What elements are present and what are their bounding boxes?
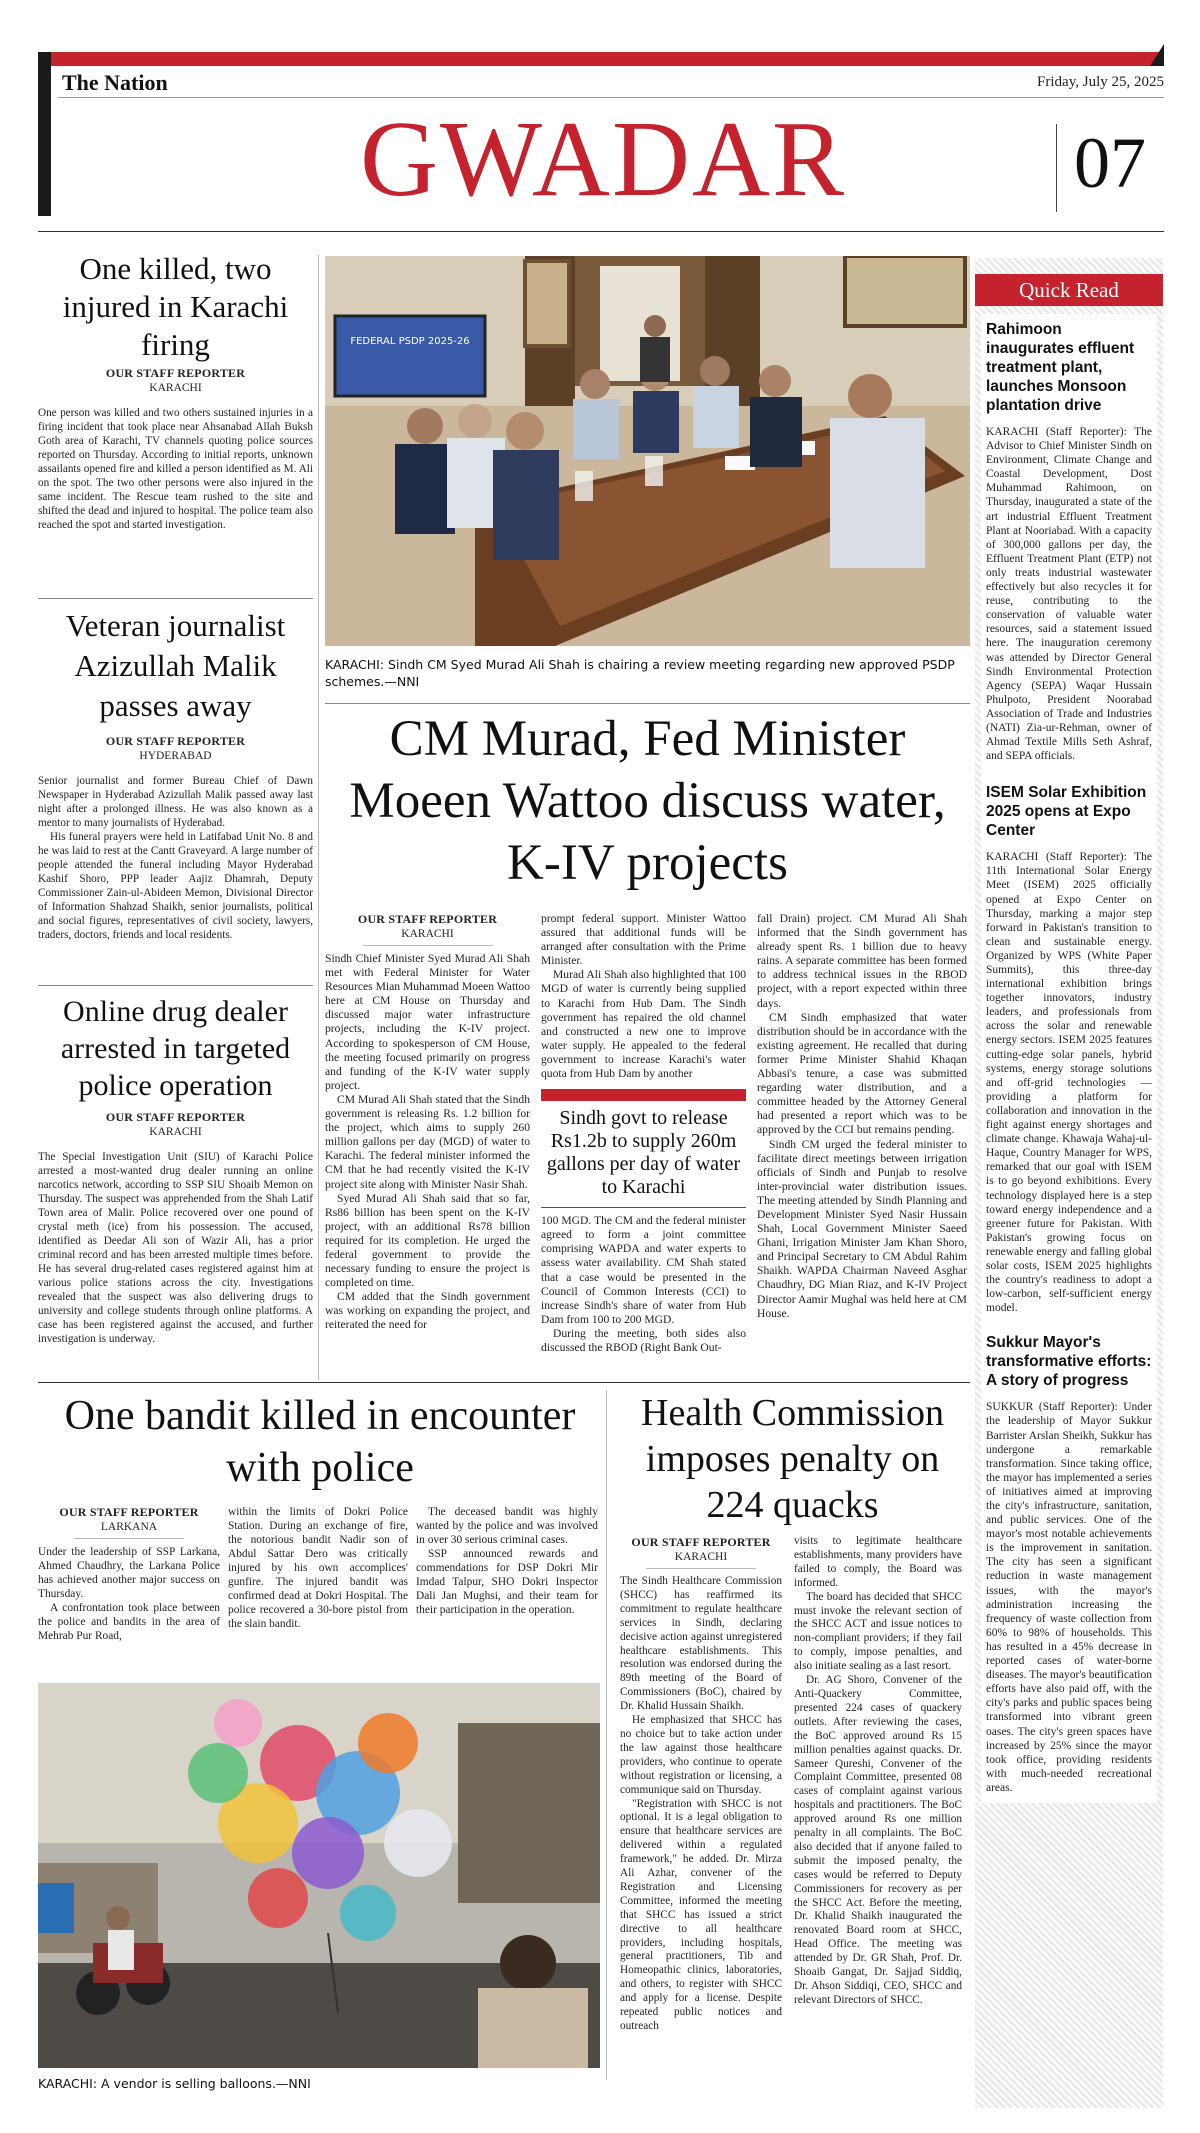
byline-reporter: OUR STAFF REPORTER <box>105 1110 246 1124</box>
masthead-corner <box>1150 44 1164 66</box>
byline-reporter: OUR STAFF REPORTER <box>105 366 246 380</box>
story-paragraph: The Special Investigation Unit (SIU) of Karachi Police arrested a most-wanted drug dealer running an online narcotics network, according to SSP SIU Shoaib Memon on Thursday. The suspect was apprehended from the Shah Latif Town area of Malir. Police recovered over one pound of crystal meth (ice) from his possession. The accused, identified as Deedar Ali son of Wazir Ali, has a prior criminal record and has been arrested multiple times before. He has several drug-related cases registered against him at various police stations across the city. Investigations revealed that the suspect was also delivering drugs to university and college students through online platforms. A case has been registered against the accused, and further investigation is underway. <box>38 1151 313 1345</box>
story-paragraph: A confrontation took place between the police and bandits in the area of Mehrab Pur Road, <box>38 1602 220 1642</box>
story-headline: Veteran journalist Azizullah Malik passes away <box>65 608 286 723</box>
story-body <box>325 952 530 1333</box>
page-number-divider <box>1056 124 1057 212</box>
byline-dateline: HYDERABAD <box>139 750 212 762</box>
story-paragraph: His funeral prayers were held in Latifabad Unit No. 8 and he was laid to rest at the Cantt Graveyard. A large number of people attended the funeral including Mayor Hyderabad Kashif Shoro, PPP leader Aajiz Dhamrah, Deputy Commissioner Zain-ul-Abideen Memon, Divisional Director of Information Shahzad Shaikh, senior journalists, political and social figures, representatives of civil society, lawyers, traders, doctors, friends and local residents. <box>38 831 313 941</box>
bandit-col1 <box>38 1505 220 1643</box>
story-body <box>228 1505 408 1631</box>
story-paragraph: Murad Ali Shah also highlighted that 100 MGD of water is currently being supplied to Karachi from Hub Dam. The Sindh government has repaired the old channel and constructed a new one to improve water supply. He appealed to the federal government to increase Karachi's water quota from Hub Dam by another <box>541 968 746 1081</box>
byline-dateline: KARACHI <box>149 382 202 394</box>
bandit-col3 <box>416 1505 598 1617</box>
header-bottom-rule <box>38 231 1164 232</box>
issue-date: Friday, July 25, 2025 <box>1037 74 1164 90</box>
main-headline: CM Murad, Fed Minister Moeen Wattoo discuss water, K-IV projects <box>349 711 946 891</box>
section-divider <box>38 1382 970 1383</box>
story-paragraph: CM added that the Sindh government was working on expanding the project, and reiterated the need for <box>325 1290 530 1332</box>
story-journalist-passes <box>38 606 313 942</box>
main-story-col1 <box>325 912 530 1333</box>
quick-read-label: Quick Read <box>1019 278 1119 302</box>
byline-rule <box>74 1538 184 1539</box>
story-paragraph: The Sindh Healthcare Commission (SHCC) has reaffirmed its commitment to regulate healthcare services in Sindh, declaring decisive action against unregistered healthcare establishments. This resolution was endorsed during the 89th meeting of the Board of Commissioners (BoC), chaired by Dr. Khalid Hussain Shaikh. <box>620 1575 782 1713</box>
story-body <box>38 1150 313 1346</box>
byline-rule <box>363 945 493 946</box>
pullquote-text: Sindh govt to release Rs1.2b to supply 260m gallons per day of water to Karachi <box>546 1107 741 1199</box>
byline-rule <box>646 1568 756 1569</box>
meeting-photo-screen-title: FEDERAL PSDP 2025-26 <box>350 336 470 347</box>
story-paragraph: within the limits of Dokri Police Station. During an exchange of fire, the notorious bandit Nadir son of Abdul Sattar Dero was critically injured by his own accomplices' gunfire. The injured bandit was confirmed dead at Dokri Hospital. The police recovered a 30-bore pistol from the slain bandit. <box>228 1506 408 1630</box>
masthead-left-bar <box>38 52 51 216</box>
left-column-rule <box>318 255 319 1380</box>
masthead-top-bar <box>38 52 1160 66</box>
byline-reporter: OUR STAFF REPORTER <box>357 912 498 926</box>
story-body <box>620 1575 782 2034</box>
bandit-byline <box>38 1505 220 1539</box>
story-headline: Online drug dealer arrested in targeted police operation <box>60 995 291 1102</box>
story-divider <box>38 985 313 986</box>
story-paragraph: The deceased bandit was highly wanted by the police and was involved in over 30 serious criminal cases. <box>416 1506 598 1546</box>
story-paragraph: "Registration with SHCC is not optional. It is a legal obligation to ensure that healthcare services are delivered within a regulated framework," he added. Dr. Mirza Ali Azhar, convener of the Registration and Licensing Committee, informed the meeting that SHCC has issued a strict directive to all healthcare providers, including hospitals, general practitioners, Tib and Homeopathic clinics, laboratories, and others, to register with SHCC and apply for a license. Despite repeated public notices and outreach <box>620 1797 782 2032</box>
main-photo-rule <box>325 703 970 704</box>
story-divider <box>38 598 313 599</box>
story-paragraph: Under the leadership of SSP Larkana, Ahmed Chaudhry, the Larkana Police has achieved another major success on Thursday. <box>38 1546 220 1600</box>
story-byline <box>38 734 313 764</box>
story-paragraph: visits to legitimate healthcare establishments, many providers have failed to comply, the Board was informed. <box>794 1535 962 1589</box>
pullquote <box>541 1089 746 1208</box>
story-body <box>757 912 967 1321</box>
quick-read-sidebar <box>975 258 1163 2108</box>
story-paragraph: The board has decided that SHCC must invoke the relevant section of the SHCC ACT and issue notices to non-compliant providers; if they fail to comply, impose penalties, and also initiate sealing as a last resort. <box>794 1590 962 1673</box>
section-title: GWADAR <box>360 100 846 219</box>
story-body <box>416 1505 598 1617</box>
story-paragraph: One person was killed and two others sustained injuries in a firing incident that took place near Ahsanabad Allah Buksh Goth area of Karachi, TV channels quoting police sources reported on Thursday. According to initial reports, unknown assailants opened fire and killed a person identified as M. Ali on the spot. The two other persons were also injured in the same incident. The Rescue team rushed to the site and shifted the dead and injured to hospital. The police team also reached the spot and started investigation. <box>38 407 313 531</box>
story-paragraph: Syed Murad Ali Shah said that so far, Rs86 billion has been spent on the K-IV project, with an additional Rs78 billion required for its completion. He urged the federal government to provide the necessary funding to ensure the project is completed on time. <box>325 1191 530 1290</box>
quick-read-item <box>986 320 1152 763</box>
story-paragraph: fall Drain) project. CM Murad Ali Shah informed that the Sindh government has already spent Rs. 1 billion due to heavy rains. A separate committee has been formed to address technical issues in the RBOD project, with a report expected within three days. <box>757 912 967 1010</box>
byline-reporter: OUR STAFF REPORTER <box>105 734 246 748</box>
main-story-col2 <box>541 912 746 1355</box>
balloon-photo-illustration <box>38 1683 600 2068</box>
quick-read-text: KARACHI (Staff Reporter): The Advisor to Chief Minister Sindh on Environment, Climate Change and Coastal Development, Dost Muhammad Rahimoon, on Thursday, inaugurated a state of the art industrial Effluent Treatment Plant at Nooriabad. With a capacity of 300,000 gallons per day, the Effluent Treatment Plant (ETP) not only treats industrial wastewater effectively but also recycles it for reuse, contributing to the conservation of valuable water resources, said a statement issued here. The inauguration ceremony was attended by Director General Sindh Environmental Protection Agency (SEPA) Waqar Hussain Phulpoto, President Noorabad Association of Trade and Industries (NATI) Zia-ur-Rehman, owner of Ahmad Textile Mills Seth Ashraf, and SEPA officials. <box>986 426 1152 763</box>
byline-dateline: LARKANA <box>100 1521 158 1533</box>
byline-reporter: OUR STAFF REPORTER <box>59 1505 199 1519</box>
bandit-headline: One bandit killed in encounter with police <box>64 1393 576 1491</box>
story-body <box>38 774 313 942</box>
quick-read-headline: Rahimoon inaugurates effluent treatment plant, launches Monsoon plantation drive <box>986 321 1135 414</box>
bottom-column-rule <box>606 1390 607 2080</box>
quick-read-headline: ISEM Solar Exhibition 2025 opens at Expo Center <box>986 784 1147 840</box>
meeting-photo-illustration <box>325 256 970 646</box>
main-byline <box>325 912 530 946</box>
story-body <box>541 912 746 1081</box>
balloon-vendor-photo <box>38 1683 600 2068</box>
health-col1 <box>620 1535 782 2034</box>
story-karachi-firing <box>38 250 313 532</box>
story-body <box>38 406 313 532</box>
story-paragraph: prompt federal support. Minister Wattoo assured that additional funds will be arranged after consultation with the Prime Minister. <box>541 912 746 968</box>
byline-dateline: KARACHI <box>674 1551 728 1563</box>
quick-read-text: KARACHI (Staff Reporter): The 11th International Solar Energy Meet (ISEM) 2025 officially opened at Expo Center on Thursday, marking a major step forward in Pakistan's transition to clean and sustainable energy. Organized by WPS (White Paper Summits), this three-day international exhibition brings together innovators, industry leaders, and professionals from across the solar and renewable energy sectors. ISEM 2025 features cutting-edge solar panels, hybrid systems, energy storage solutions and off-grid technologies — providing a platform for collaboration and innovation in the fight against energy shortages and climate change. Khawaja Wahaj-ul-Haque, Country Manager for WPS, remarked that our goal with ISEM is to go beyond exhibitions. Every technology displayed here is a step toward energy independence and a greener future for Pakistan. With Pakistan's growing focus on renewable energy and falling global solar costs, ISEM 2025 highlights the country's readiness to adopt a low-carbon, self-sufficient energy model. <box>986 851 1152 1315</box>
story-paragraph: Sindh CM urged the federal minister to facilitate direct meetings between irrigation officials of Sindh and Punjab to resolve inter-provincial water distribution issues. The meeting attended by Sindh Planning and Development Minister Syed Nasir Hussain Shah, Local Government Minister Saeed Ghani, Irrigation Minister Jam Khan Shoro, and Principal Secretary to CM Abdul Rahim Shaikh. WAPDA Chairman Naveed Asghar Chaudhry, DG Mian Riaz, and K-IV Project Director Aamir Mughal was held here at CM House. <box>757 1137 967 1320</box>
health-byline <box>620 1535 782 1569</box>
meeting-photo-caption: KARACHI: Sindh CM Syed Murad Ali Shah is chairing a review meeting regarding new approved PSDP schemes.—NNI <box>325 657 955 689</box>
quick-read-label-box <box>975 274 1163 306</box>
balloon-photo-caption: KARACHI: A vendor is selling balloons.—NNI <box>38 2076 311 2091</box>
bandit-col2 <box>228 1505 408 1631</box>
story-headline: One killed, two injured in Karachi firing <box>62 251 289 362</box>
quick-read-headline: Sukkur Mayor's transformative efforts: A story of progress <box>986 1334 1152 1390</box>
story-paragraph: CM Sindh emphasized that water distribution should be in accordance with the existing agreement. He recalled that during former Prime Minister Shahid Khaqan Abbasi's tenure, a case was submitted regarding water distribution, and a committee headed by the Attorney General had presented a report which was to be approved by the CCI but remains pending. <box>757 1010 967 1137</box>
story-paragraph: SSP announced rewards and commendations for DSP Dokri Mir Imdad Talpur, SHO Dokri Inspector Dali Jan Mughsi, and their team for their participation in the operation. <box>416 1548 598 1616</box>
story-byline <box>38 1110 313 1140</box>
story-body <box>541 1214 746 1355</box>
story-paragraph: Senior journalist and former Bureau Chief of Dawn Newspaper in Hyderabad Azizullah Malik passed away last night after a prolonged illness. He was also known as a mentor to many journalists of Hyderabad. <box>38 775 313 829</box>
byline-dateline: KARACHI <box>401 928 454 940</box>
story-drug-dealer <box>38 993 313 1346</box>
quick-read-inner <box>981 314 1157 1803</box>
story-body <box>794 1535 962 2008</box>
health-headline: Health Commission imposes penalty on 224 quacks <box>641 1392 944 1526</box>
story-paragraph: Sindh Chief Minister Syed Murad Ali Shah met with Federal Minister for Water Resources Mian Muhammad Moeen Wattoo here at CM House on Thursday and discussed major water infrastructure projects, including the K-IV project. According to spokesperson of CM House, the meeting focused primarily on progress and funding of the K-IV water supply project. <box>325 952 530 1092</box>
health-col2 <box>794 1535 962 2008</box>
publication-name: The Nation <box>62 70 168 95</box>
story-paragraph: He emphasized that SHCC has no choice but to take action under the law against those healthcare providers, who continue to operate without registration or licensing, a communique said on Thursday. <box>620 1714 782 1796</box>
byline-reporter: OUR STAFF REPORTER <box>631 1535 771 1549</box>
page-number: 07 <box>1074 123 1146 203</box>
story-body <box>38 1545 220 1643</box>
story-byline <box>38 366 313 396</box>
byline-dateline: KARACHI <box>149 1126 202 1138</box>
story-paragraph: During the meeting, both sides also discussed the RBOD (Right Bank Out- <box>541 1326 746 1354</box>
quick-read-item <box>986 1333 1152 1795</box>
story-paragraph: CM Murad Ali Shah stated that the Sindh government is releasing Rs. 1.2 billion for the project, which aims to supply 260 million gallons per day (MGD) of water to Karachi. The federal minister informed the CM that he had recently visited the K-IV project site along with Minister Nasir Shah. <box>325 1092 530 1191</box>
header-rule <box>58 97 1164 98</box>
main-story-col3 <box>757 912 967 1321</box>
quick-read-text: SUKKUR (Staff Reporter): Under the leadership of Mayor Sukkur Barrister Arslan Sheikh, Sukkur has undergone a remarkable transformation. Since taking office, the mayor has implemented a series of initiatives aimed at improving the city's infrastructure, sanitation, and public services. One of the mayor's most notable achievements is the improvement in sanitation. The city has seen a significant reduction in waste management issues, with the mayor's administration increasing the frequency of waste collection from 60% to 98% of households. This has resulted in a 45% decrease in reported cases of water-borne diseases. The mayor's beautification efforts have also paid off, with the city's parks and public spaces being transformed into vibrant green oases. The city's green spaces have increased by 25% since the mayor took office, providing residents with much-needed recreational areas. <box>986 1401 1153 1794</box>
story-paragraph: Dr. AG Shoro, Convener of the Anti-Quackery Committee, presented 224 cases of quackery outlets. After reviewing the cases, the BoC approved around Rs 15 million penalties against quacks. Dr. Sameer Qureshi, Convener of the Complaint Committee, presented 08 cases of complaint against various hospitals and practitioners. The BoC approved around Rs one million penalty in all complaints. The BoC also decided that if anyone failed to submit the imposed penalty, the cases would be referred to Deputy Commissioners for recovery as per the SHCC Act. Before the meeting, Dr. Khalid Shaikh inaugurated the renovated Board room at SHCC, Head Office. The meeting was attended by Dr. GR Shah, Prof. Dr. Shoaib Gangat, Dr. Sajjad Siddiq, Dr. Ahson Siddiqi, CEO, SHCC and relevant Directors of SHCC. <box>794 1674 962 2006</box>
quick-read-item <box>986 783 1152 1315</box>
story-paragraph: 100 MGD. The CM and the federal minister agreed to form a joint committee comprising WAPDA and water experts to assess water availability. CM Shah stated that a case would be presented in the Council of Common Interests (CCI) to increase Sindh's share of water from Hub Dam from 100 to 200 MGD. <box>541 1214 746 1326</box>
meeting-photo <box>325 256 970 646</box>
